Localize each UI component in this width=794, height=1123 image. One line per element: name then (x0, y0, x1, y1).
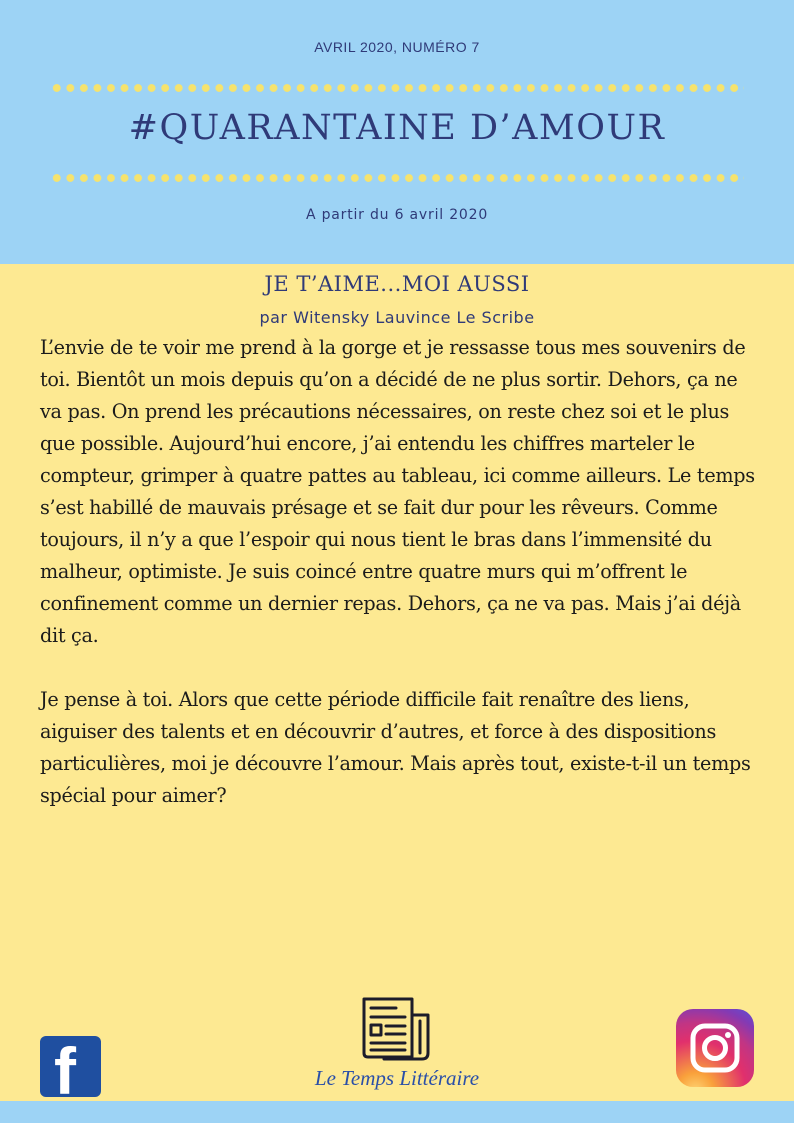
paragraph: L’envie de te voir me prend à la gorge et je ressasse tous mes souvenirs de toi. Bientôt un mois depuis qu’on a décidé de ne plus sortir. Dehors, ça ne va pas. On prend les précautions nécessaires, on reste chez soi et le plus que possible. Aujourd’hui encore, j’ai entendu les chiffres marteler le compteur, grimper à quatre pattes au tableau, ici comme ailleurs. Le temps s’est habillé de mauvais présage et se fait dur pour les rêveurs. Comme toujours, il n’y a que l’espoir qui nous tient le bras dans l’immensité du malheur, optimiste. Je suis coincé entre quatre murs qui m’offrent le confinement comme un dernier repas. Dehors, ça ne va pas. Mais j’ai déjà dit ça. (40, 336, 755, 647)
paragraph: Je pense à toi. Alors que cette période difficile fait renaître des liens, aiguiser des talents et en découvrir d’autres, et force à des dispositions particulières, moi je découvre l’amour. Mais après tout, existe-t-il un temps spécial pour aimer? (40, 688, 751, 807)
instagram-icon[interactable] (676, 1009, 754, 1087)
facebook-icon[interactable]: f (40, 1036, 101, 1097)
header-banner (0, 0, 794, 264)
footer-bar (0, 1101, 794, 1123)
date-label: A partir du 6 avril 2020 (305, 207, 489, 223)
brand-name: Le Temps Littéraire (314, 1066, 480, 1090)
article-byline: par Witensky Lauvince Le Scribe (259, 308, 535, 327)
dotted-divider-bottom (50, 173, 744, 183)
issue-label: AVRIL 2020, NUMÉRO 7 (314, 39, 480, 55)
article-body (40, 332, 760, 812)
dotted-divider-top (50, 83, 744, 93)
article-title: JE T’AIME...MOI AUSSI (264, 272, 530, 296)
newspaper-icon (360, 995, 434, 1063)
page-title: #QUARANTAINE D’AMOUR (128, 108, 666, 148)
